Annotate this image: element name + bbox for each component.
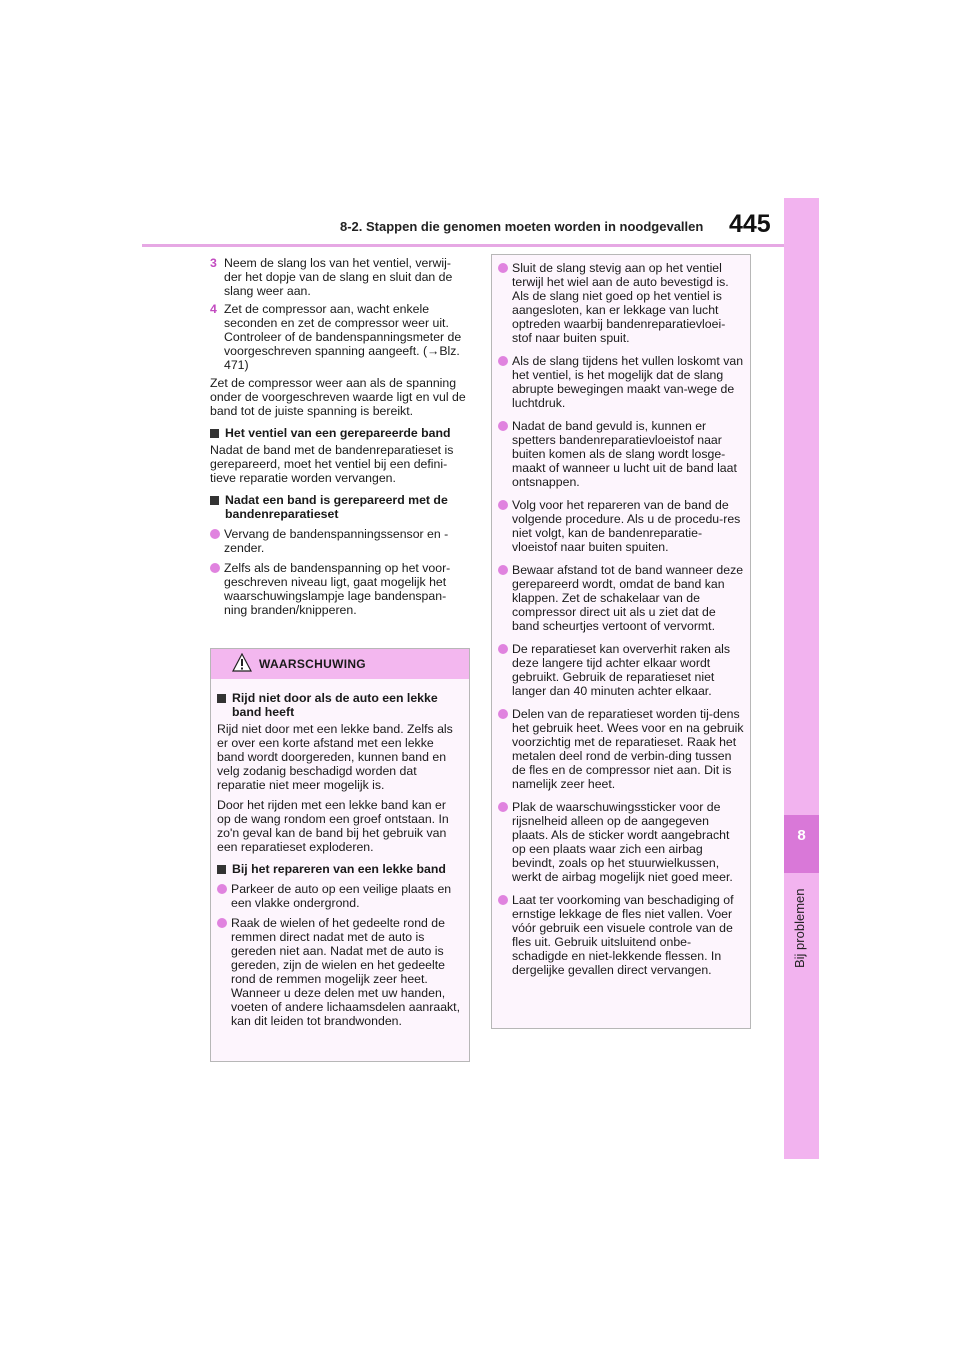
circle-bullet-icon [498, 895, 508, 905]
list-item-text: Parkeer de auto op een veilige plaats en een vlakke ondergrond. [231, 882, 452, 910]
subheading [210, 426, 468, 440]
square-bullet-icon [210, 496, 219, 505]
warning-continued-box [491, 254, 751, 1029]
circle-bullet-icon [498, 263, 508, 273]
warning-body [211, 679, 469, 1028]
list-item [210, 527, 468, 555]
step-text: Neem de slang los van het ventiel, verwij-der het dopje van de slang en sluit dan de slang weer aan. [224, 256, 453, 298]
step-number: 4 [210, 302, 217, 316]
chapter-number-tab [784, 815, 819, 873]
section-title: 8-2. Stappen die genomen moeten worden in noodgevallen [340, 219, 704, 234]
list-item [217, 882, 463, 910]
subheading [217, 862, 463, 876]
subheading [210, 493, 468, 521]
page-number: 445 [729, 210, 771, 238]
square-bullet-icon [210, 429, 219, 438]
chapter-label: Bij problemen [792, 889, 807, 969]
list-item [498, 563, 744, 633]
paragraph: Nadat de band met de bandenreparatieset is gerepareerd, moet het ventiel bij een defini-tieve reparatie worden vervangen. [210, 443, 454, 485]
paragraph: Zet de compressor weer aan als de spanning onder de voorgeschreven waarde ligt en vul de band tot de juiste spanning is bereikt. [210, 376, 466, 418]
step-text: Zet de compressor aan, wacht enkele seconden en zet de compressor weer uit. Controleer of de bandenspanningsmeter de voorgeschreven spanning aangeeft. (→Blz. 471) [224, 302, 462, 372]
list-item-text: Volg voor het repareren van de band de volgende procedure. Als u de procedu-res niet volgt, kan de bandenreparatie-vloeistof naar buiten spuiten. [512, 498, 741, 554]
step-number: 3 [210, 256, 217, 270]
list-item-text: Laat ter voorkoming van beschadiging of ernstige lekkage de fles niet vallen. Voer vóór gebruik een visuele controle van de fles uit. Gebruik uitsluitend onbe-schadigde en niet-lekkende flessen. In dergelijke gevallen direct vervangen. [512, 893, 734, 977]
step-item [210, 302, 468, 372]
subheading [217, 691, 463, 719]
list-item-text: Raak de wielen of het gedeelte rond de remmen direct nadat met de auto is gereden niet aan. Nadat met de auto is gereden, zijn de wielen en het gedeelte rond de remmen mogelijk zeer heet. Wanneer u deze delen met uw handen, voeten of andere lichaamsdelen aanraakt, kan dit leiden tot brandwonden. [231, 916, 461, 1028]
list-item-text: Bewaar afstand tot de band wanneer deze gerepareerd wordt, omdat de band kan klappen. Zet de schakelaar van de compressor direct uit als u ziet dat de band scheurtjes vertoont of vervormt. [512, 563, 744, 633]
list-item-text: Als de slang tijdens het vullen loskomt van het ventiel, is het mogelijk dat de slang abrupte bewegingen maakt van-wege de luchtdruk. [512, 354, 744, 410]
left-column [210, 256, 468, 623]
circle-bullet-icon [498, 802, 508, 812]
list-item [498, 800, 744, 884]
list-item [498, 893, 744, 977]
list-item-text: Zelfs als de bandenspanning op het voor-geschreven niveau ligt, gaat mogelijk het waarschuwingslampje lage bandenspan-ning branden/knipperen. [224, 561, 451, 617]
step-item [210, 256, 468, 298]
header-rule [142, 244, 784, 247]
circle-bullet-icon [498, 709, 508, 719]
list-item [498, 498, 744, 554]
chapter-number: 8 [797, 827, 806, 844]
warning-continued-body [492, 255, 750, 977]
list-item [217, 916, 463, 1028]
chapter-side-tab [784, 198, 819, 1159]
subheading-text: Rijd niet door als de auto een lekke band heeft [232, 691, 438, 719]
paragraph: Door het rijden met een lekke band kan er op de wang rondom een groef ontstaan. In zo'n geval kan de band bij het gebruik van een reparatieset exploderen. [217, 798, 449, 854]
circle-bullet-icon [498, 356, 508, 366]
subheading-text: Het ventiel van een gerepareerde band [225, 426, 451, 440]
subheading-text: Nadat een band is gerepareerd met de bandenreparatieset [225, 493, 448, 521]
list-item [498, 707, 744, 791]
list-item-text: Plak de waarschuwingssticker voor de rijsnelheid alleen op de aangegeven plaats. Als de sticker wordt aangebracht op een plaats waar zich een airbag bevindt, zoals op het stuurwielkussen, werkt de airbag mogelijk niet goed meer. [512, 800, 733, 884]
list-item [498, 261, 744, 345]
warning-title: WAARSCHUWING [259, 657, 366, 671]
circle-bullet-icon [217, 884, 227, 894]
circle-bullet-icon [210, 563, 220, 573]
subheading-text: Bij het repareren van een lekke band [232, 862, 446, 876]
paragraph: Rijd niet door met een lekke band. Zelfs als er over een korte afstand met een lekke band wordt doorgereden, kunnen band en velg zodanig beschadigd worden dat reparatie niet meer mogelijk is. [217, 722, 453, 792]
list-item-text: Nadat de band gevuld is, kunnen er spetters bandenreparatievloeistof naar buiten komen als de slang wordt losge-maakt of wanneer u lucht uit de band laat ontsnappen. [512, 419, 737, 489]
list-item-text: Delen van de reparatieset worden tij-dens het gebruik heet. Wees voor en na gebruik voorzichtig met de reparatieset. Raak het metalen deel rond de verbin-ding tussen de fles en de compressor niet aan. Dit is namelijk zeer heet. [512, 707, 744, 791]
list-item [210, 561, 468, 617]
circle-bullet-icon [498, 644, 508, 654]
warning-triangle-icon [232, 653, 252, 673]
list-item [498, 354, 744, 410]
list-item [498, 642, 744, 698]
list-item-text: Vervang de bandenspanningssensor en -zender. [224, 527, 449, 555]
circle-bullet-icon [498, 565, 508, 575]
list-item-text: De reparatieset kan oververhit raken als deze langere tijd achter elkaar wordt gebruikt. Gebruik de reparatieset niet langer dan 40 minuten achter elkaar. [512, 642, 731, 698]
circle-bullet-icon [210, 529, 220, 539]
warning-header [211, 649, 469, 679]
circle-bullet-icon [498, 500, 508, 510]
circle-bullet-icon [498, 421, 508, 431]
list-item [498, 419, 744, 489]
circle-bullet-icon [217, 918, 227, 928]
list-item-text: Sluit de slang stevig aan op het ventiel terwijl het wiel aan de auto bevestigd is. Als de slang niet goed op het ventiel is aangesloten, kan er lekkage van lucht optreden waarbij bandenreparatievloei-stof naar buiten spuit. [512, 261, 729, 345]
square-bullet-icon [217, 694, 226, 703]
warning-box [210, 648, 470, 1062]
square-bullet-icon [217, 865, 226, 874]
